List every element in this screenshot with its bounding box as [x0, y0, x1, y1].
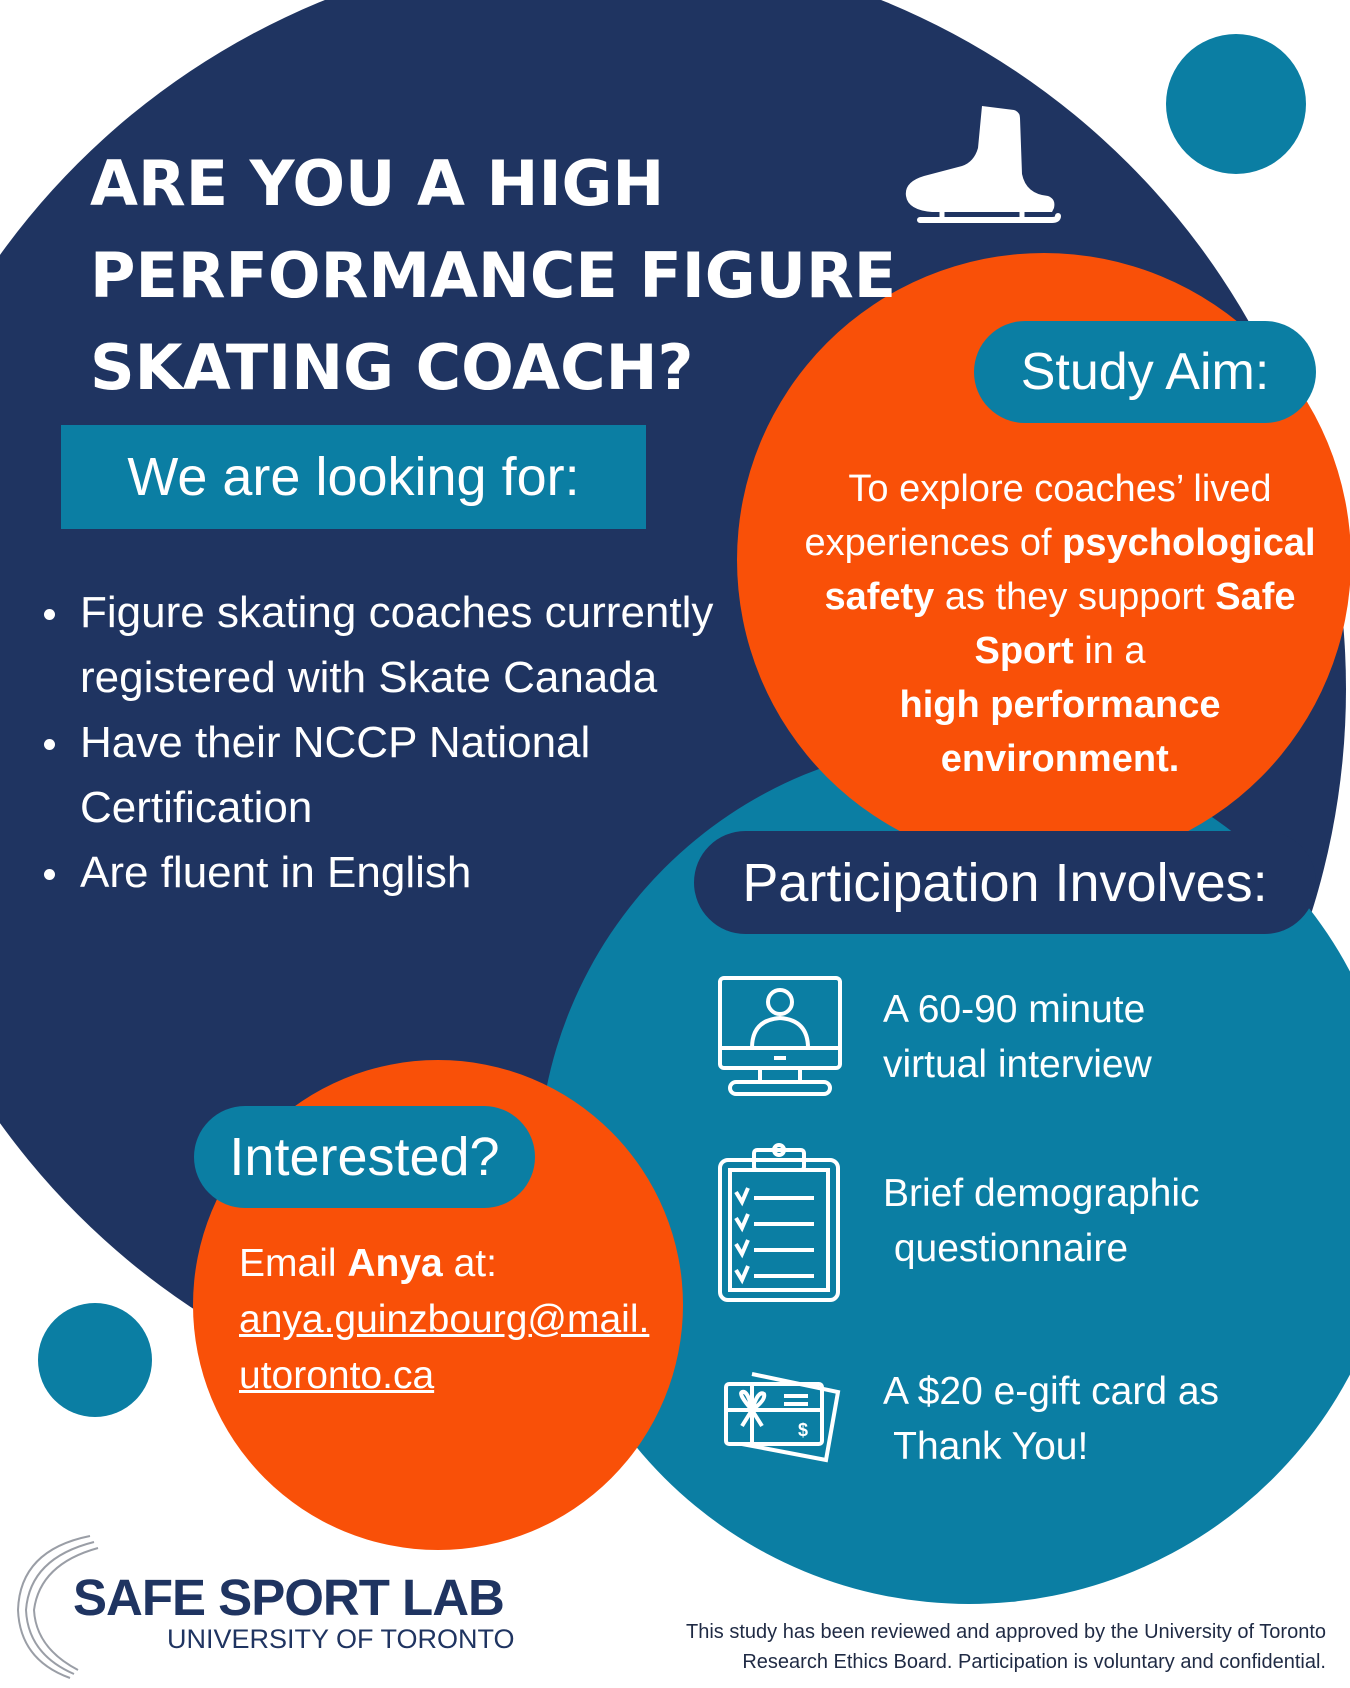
participation-item: Brief demographic questionnaire	[883, 1172, 1200, 1270]
logo-title: SAFE SPORT LAB	[73, 1569, 504, 1626]
svg-text:$: $	[798, 1420, 809, 1440]
computer-person-icon	[716, 974, 846, 1100]
contact-name: Anya	[347, 1242, 443, 1285]
study-aim-text	[780, 462, 1340, 786]
text: To explore coaches’ lived experiences of	[804, 468, 1272, 564]
text: high performance environment.	[899, 684, 1221, 780]
teal-decor-circle-top	[1166, 34, 1306, 174]
footer-line: Research Ethics Board. Participation is voluntary and confidential.	[742, 1651, 1326, 1673]
list-item: Are fluent in English	[40, 840, 720, 905]
page-title	[90, 138, 896, 414]
study-aim-label: Study Aim:	[1020, 343, 1270, 401]
ethics-footer	[686, 1617, 1326, 1677]
text: psychological safety	[824, 522, 1316, 618]
interested-heading	[194, 1106, 535, 1208]
text: as they support	[934, 576, 1216, 618]
participation-heading	[694, 831, 1316, 934]
title-line: ARE YOU A HIGH	[90, 147, 665, 220]
participation-item: A $20 e-gift card as Thank You!	[883, 1370, 1220, 1468]
logo-subtitle: UNIVERSITY OF TORONTO	[167, 1624, 515, 1654]
footer-line: This study has been reviewed and approved by the University of Toronto	[686, 1621, 1326, 1643]
teal-decor-circle-bottom	[38, 1303, 152, 1417]
interested-label: Interested?	[229, 1127, 500, 1187]
email-link[interactable]	[239, 1298, 649, 1397]
looking-for-heading: We are looking for:	[61, 425, 646, 529]
study-aim-heading	[974, 321, 1316, 423]
participation-item: A 60-90 minute virtual interview	[883, 988, 1152, 1086]
email-part: utoronto.ca	[239, 1354, 435, 1397]
list-item: Have their NCCP National Certification	[40, 710, 720, 840]
text: Safe Sport	[974, 576, 1296, 672]
title-line: PERFORMANCE FIGURE	[90, 239, 897, 312]
criteria-list	[40, 580, 720, 905]
figure-skate-icon	[902, 104, 1062, 234]
gift-card-icon	[722, 1370, 842, 1464]
title-line: SKATING COACH?	[90, 331, 694, 404]
contact-text	[239, 1236, 649, 1404]
text: Email	[239, 1242, 348, 1285]
clipboard-checklist-icon	[716, 1140, 846, 1304]
participation-label: Participation Involves:	[742, 852, 1268, 913]
email-part: anya.guinzbourg@mail.	[239, 1298, 650, 1341]
text: at:	[442, 1242, 497, 1285]
list-item: Figure skating coaches currently registered with Skate Canada	[40, 580, 720, 710]
text: in a	[1073, 630, 1146, 672]
